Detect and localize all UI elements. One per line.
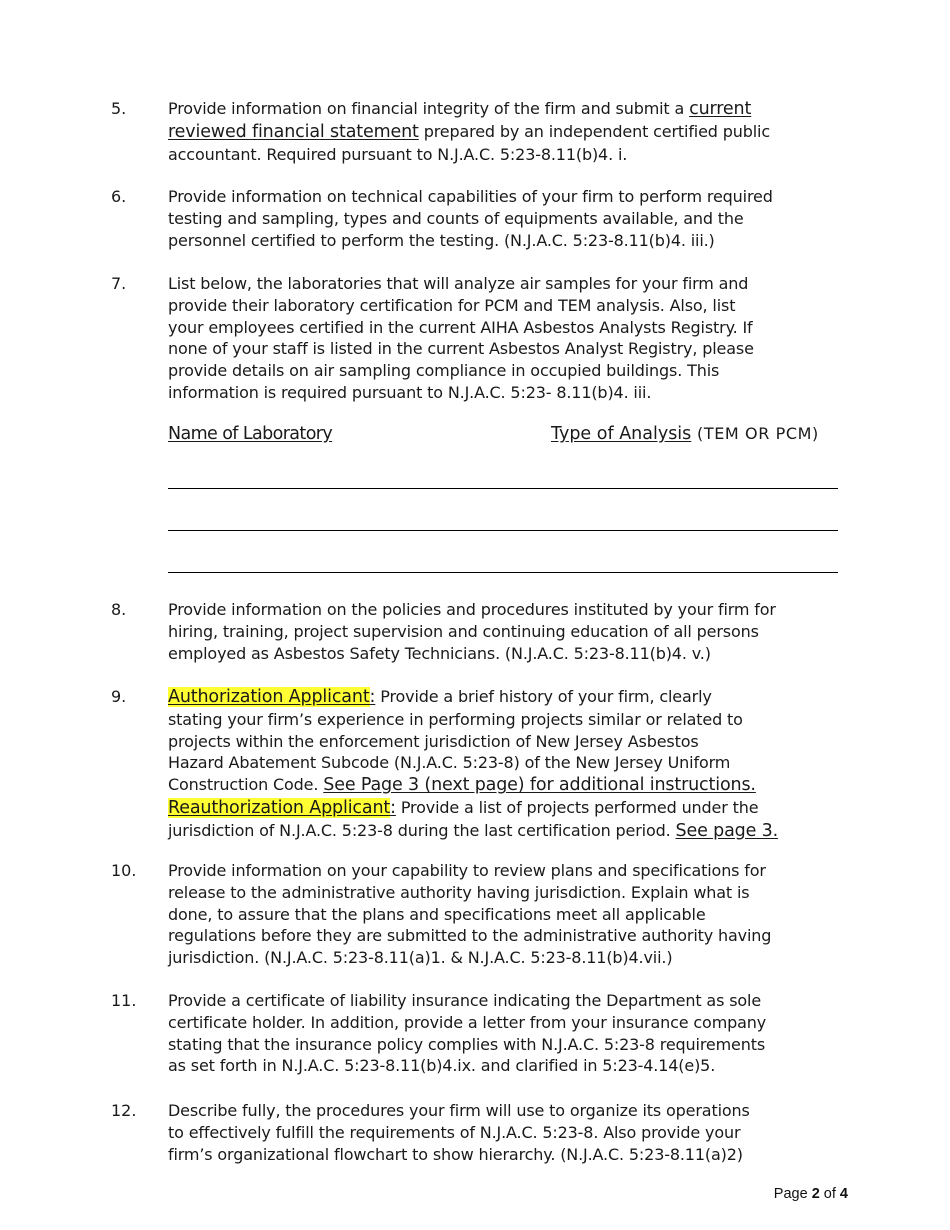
text-segment: Provide information on your capability to review plans and specifications for <box>168 861 766 880</box>
text-segment: none of your staff is listed in the current Asbestos Analyst Registry, please <box>168 339 754 359</box>
item-number: 11. <box>111 991 137 1010</box>
emphasized-text: Authorization Applicant <box>168 687 370 707</box>
text-segment: Construction Code. <box>168 775 324 795</box>
item-text <box>168 98 841 165</box>
item-text <box>168 273 841 404</box>
text-line <box>168 1034 841 1056</box>
text-segment: testing and sampling, types and counts of equipments available, and the <box>168 208 744 228</box>
text-segment: certificate holder. In addition, provide a letter from your insurance company <box>168 1012 767 1032</box>
text-segment: hiring, training, project supervision and continuing education of all persons <box>168 621 759 641</box>
text-segment: Hazard Abatement Subcode (N.J.A.C. 5:23-8) of the New Jersey Uniform <box>168 753 731 773</box>
text-line <box>168 752 841 774</box>
text-segment: projects within the enforcement jurisdiction of New Jersey Asbestos <box>168 731 699 751</box>
text-line <box>168 797 841 820</box>
text-segment: as set forth in N.J.A.C. 5:23-8.11(b)4.ix. and clarified in 5:23-4.14(e)5. <box>168 1056 716 1076</box>
text-segment: information is required pursuant to N.J.A.C. 5:23- 8.11(b)4. iii. <box>168 382 652 402</box>
item-text <box>168 599 841 664</box>
emphasized-text: See Page 3 (next page) for additional instructions. <box>323 775 756 796</box>
text-segment: stating that the insurance policy complies with N.J.A.C. 5:23-8 requirements <box>168 1034 766 1054</box>
text-line <box>168 121 841 144</box>
text-line <box>168 1122 841 1144</box>
text-segment: List below, the laboratories that will analyze air samples for your firm and <box>168 274 749 293</box>
text-segment: to effectively fulfill the requirements of N.J.A.C. 5:23-8. Also provide your <box>168 1122 741 1142</box>
laboratory-name-header: Name of Laboratory <box>168 424 333 444</box>
emphasized-text: : <box>369 687 376 707</box>
item-7 <box>111 273 841 404</box>
item-text <box>168 860 841 969</box>
text-segment: employed as Asbestos Safety Technicians. (N.J.A.C. 5:23-8.11(b)4. v.) <box>168 643 711 663</box>
text-segment: prepared by an independent certified public <box>418 121 770 141</box>
item-6 <box>111 186 841 251</box>
page-total: 4 <box>839 1186 848 1202</box>
item-number: 9. <box>111 687 127 706</box>
text-segment: jurisdiction. (N.J.A.C. 5:23-8.11(a)1. & N.J.A.C. 5:23-8.11(b)4.vii.) <box>168 948 673 968</box>
emphasized-text: See page 3. <box>675 820 779 841</box>
laboratory-entry-line-1[interactable] <box>168 488 838 489</box>
laboratory-entry-line-2[interactable] <box>168 530 838 531</box>
text-segment: Provide information on financial integrity of the firm and submit a <box>168 99 690 118</box>
page-number: 2 <box>811 1186 820 1202</box>
text-line <box>168 599 841 621</box>
text-line <box>168 774 841 797</box>
laboratory-entry-line-3[interactable] <box>168 572 838 573</box>
analysis-type-header <box>551 424 819 444</box>
text-line <box>168 1055 841 1077</box>
text-line <box>168 820 841 843</box>
text-segment: Provide information on the policies and procedures instituted by your firm for <box>168 600 776 619</box>
text-segment: Describe fully, the procedures your firm will use to organize its operations <box>168 1101 750 1120</box>
text-segment: release to the administrative authority having jurisdiction. Explain what is <box>168 882 750 902</box>
item-number: 6. <box>111 187 127 206</box>
item-number: 12. <box>111 1101 137 1120</box>
text-line <box>168 904 841 926</box>
text-line <box>168 686 841 709</box>
item-text <box>168 990 841 1077</box>
text-segment: provide their laboratory certification for PCM and TEM analysis. Also, list <box>168 295 736 315</box>
text-line <box>168 947 841 969</box>
text-line <box>168 273 841 295</box>
text-segment: firm’s organizational flowchart to show hierarchy. (N.J.A.C. 5:23-8.11(a)2) <box>168 1144 743 1164</box>
page-of-label: of <box>819 1186 840 1202</box>
text-line <box>168 1012 841 1034</box>
text-segment: your employees certified in the current AIHA Asbestos Analysts Registry. If <box>168 317 753 337</box>
item-text <box>168 186 841 251</box>
text-segment: regulations before they are submitted to the administrative authority having <box>168 926 772 946</box>
text-segment: Provide a brief history of your firm, clearly <box>375 687 712 706</box>
analysis-type-label: Type of Analysis <box>551 424 692 444</box>
emphasized-text: Reauthorization Applicant <box>168 797 391 818</box>
page-label: Page <box>773 1186 812 1202</box>
emphasized-text: reviewed financial statement <box>168 121 419 142</box>
item-number: 7. <box>111 274 127 293</box>
text-line <box>168 360 841 382</box>
text-segment: Provide a list of projects performed under the <box>395 797 759 817</box>
text-line <box>168 338 841 360</box>
text-line <box>168 382 841 404</box>
laboratory-table-header <box>168 424 868 448</box>
text-segment: stating your firm’s experience in performing projects similar or related to <box>168 709 743 729</box>
item-5 <box>111 98 841 165</box>
text-line <box>168 1100 841 1122</box>
text-segment: Provide a certificate of liability insurance indicating the Department as sole <box>168 991 762 1010</box>
item-number: 8. <box>111 600 127 619</box>
emphasized-text: : <box>390 797 396 818</box>
item-text <box>168 686 841 843</box>
item-9 <box>111 686 841 843</box>
text-line <box>168 860 841 882</box>
text-line <box>168 317 841 339</box>
text-line <box>168 230 841 252</box>
text-line <box>168 1144 841 1166</box>
text-line <box>168 731 841 753</box>
text-line <box>168 186 841 208</box>
text-line <box>168 709 841 731</box>
text-segment: accountant. Required pursuant to N.J.A.C. 5:23-8.11(b)4. i. <box>168 144 628 164</box>
text-line <box>168 621 841 643</box>
emphasized-text: current <box>689 99 752 119</box>
item-number: 10. <box>111 861 137 880</box>
text-line <box>168 295 841 317</box>
text-segment: done, to assure that the plans and specifications meet all applicable <box>168 904 706 924</box>
text-line <box>168 925 841 947</box>
page-footer <box>774 1186 848 1202</box>
text-line <box>168 98 841 121</box>
text-segment: jurisdiction of N.J.A.C. 5:23-8 during the last certification period. <box>168 820 676 840</box>
text-line <box>168 882 841 904</box>
item-8 <box>111 599 841 664</box>
text-segment: provide details on air sampling compliance in occupied buildings. This <box>168 361 720 381</box>
text-line <box>168 990 841 1012</box>
analysis-type-note: (TEM OR PCM) <box>691 424 819 443</box>
text-line <box>168 643 841 665</box>
item-12 <box>111 1100 841 1165</box>
text-segment: personnel certified to perform the testing. (N.J.A.C. 5:23-8.11(b)4. iii.) <box>168 230 715 250</box>
item-text <box>168 1100 841 1165</box>
item-number: 5. <box>111 99 127 118</box>
item-10 <box>111 860 841 969</box>
text-line <box>168 144 841 166</box>
text-line <box>168 208 841 230</box>
item-11 <box>111 990 841 1077</box>
text-segment: Provide information on technical capabilities of your firm to perform required <box>168 187 773 206</box>
